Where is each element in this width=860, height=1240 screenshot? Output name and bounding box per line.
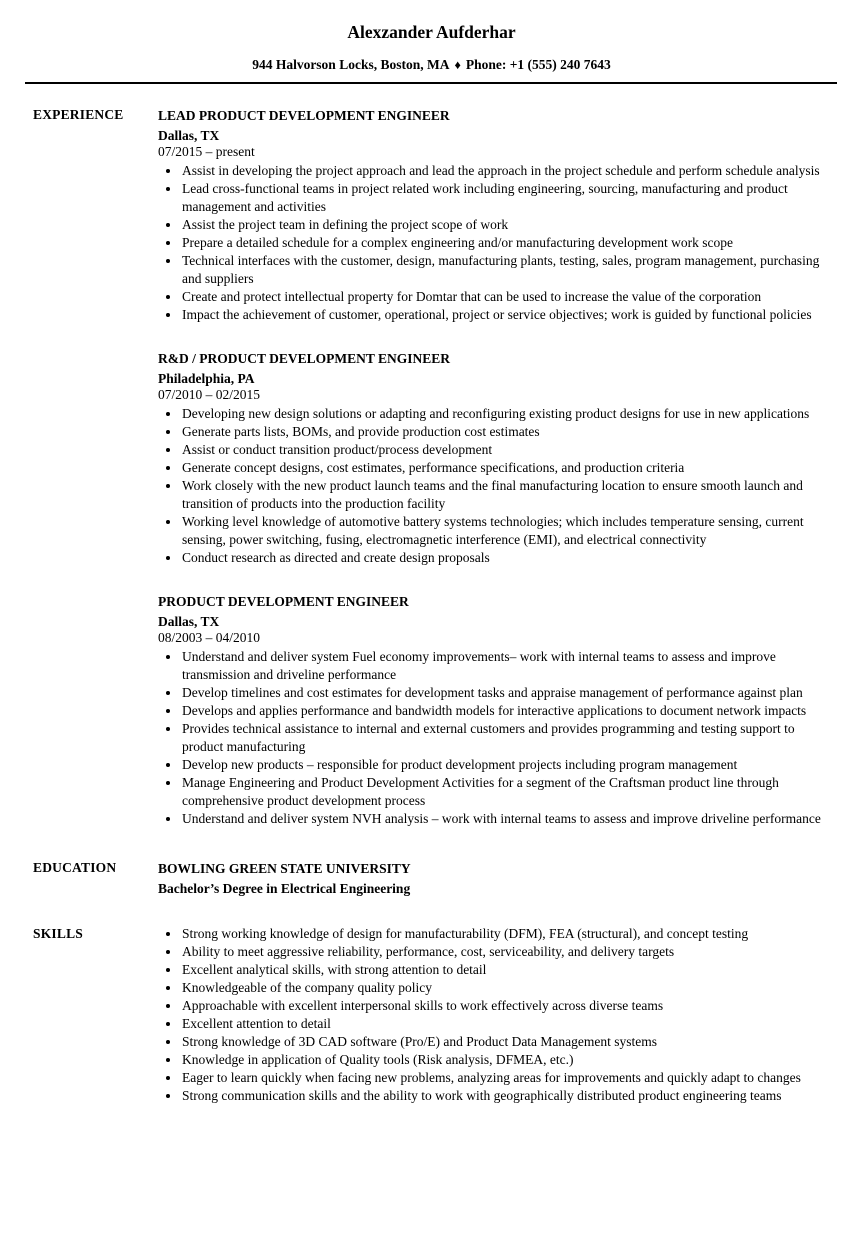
bullet-item: • Work closely with the new product launch teams and the final manufacturing location to ensure smooth launch and transition of products into the production facility xyxy=(181,477,830,513)
job-bullets xyxy=(158,405,830,567)
bullet-item: • Knowledge in application of Quality tools (Risk analysis, DFMEA, etc.) xyxy=(181,1051,830,1069)
bullet-item: • Eager to learn quickly when facing new problems, analyzing areas for improvements and quickly adapt to changes xyxy=(181,1069,830,1087)
bullet-item: • Provides technical assistance to internal and external customers and provides programming and testing support to product manufacturing xyxy=(181,720,830,756)
bullet-item: • Impact the achievement of customer, operational, project or service objectives; work is guided by functional policies xyxy=(181,306,830,324)
bullet-item: • Create and protect intellectual property for Domtar that can be used to increase the value of the corporation xyxy=(181,288,830,306)
bullet-item: • Ability to meet aggressive reliability, performance, cost, serviceability, and delivery targets xyxy=(181,943,830,961)
bullet-item: • Conduct research as directed and create design proposals xyxy=(181,549,830,567)
bullet-item: • Strong communication skills and the ability to work with geographically distributed product engineering teams xyxy=(181,1087,830,1105)
diamond-icon: ♦ xyxy=(454,58,461,72)
bullet-item: • Develop new products – responsible for product development projects including program management xyxy=(181,756,830,774)
bullet-item: • Working level knowledge of automotive battery systems technologies; which includes temperature sensing, current sensing, power switching, fusing, electromagnetic interference (EMI), and electrical connectivity xyxy=(181,513,830,549)
job-bullets xyxy=(158,648,830,828)
bullet-item: • Developing new design solutions or adapting and reconfiguring existing product designs for use in new applications xyxy=(181,405,830,423)
job-location: Philadelphia, PA xyxy=(158,371,255,386)
address-text: 944 Halvorson Locks, Boston, MA xyxy=(252,57,450,72)
section-education xyxy=(33,859,830,899)
job-location: Dallas, TX xyxy=(158,614,220,629)
bullet-item: • Understand and deliver system NVH analysis – work with internal teams to assess and improve driveline performance xyxy=(181,810,830,828)
bullet-item: • Assist the project team in defining the project scope of work xyxy=(181,216,830,234)
bullet-item: • Technical interfaces with the customer, design, manufacturing plants, testing, sales, program management, purchasing and suppliers xyxy=(181,252,830,288)
section-experience xyxy=(33,106,830,828)
candidate-name: Alexzander Aufderhar xyxy=(347,22,516,42)
job-bullets xyxy=(158,162,830,324)
header-rule xyxy=(25,82,837,84)
contact-line xyxy=(33,56,830,74)
phone-text: Phone: +1 (555) 240 7643 xyxy=(465,57,611,72)
bullet-item: • Excellent attention to detail xyxy=(181,1015,830,1033)
job-dates: 08/2003 – 04/2010 xyxy=(158,630,261,645)
bullet-item: • Knowledgeable of the company quality policy xyxy=(181,979,830,997)
skills-list xyxy=(158,925,830,1105)
section-skills xyxy=(33,925,830,1105)
bullet-item: • Strong knowledge of 3D CAD software (Pro/E) and Product Data Management systems xyxy=(181,1033,830,1051)
job-entry-3 xyxy=(158,592,830,828)
job-title: PRODUCT DEVELOPMENT ENGINEER xyxy=(158,594,409,609)
resume-header xyxy=(33,22,830,84)
bullet-item: • Understand and deliver system Fuel economy improvements– work with internal teams to assess and improve transmission and driveline performance xyxy=(181,648,830,684)
section-label-education: EDUCATION xyxy=(33,860,117,875)
bullet-item: • Assist in developing the project approach and lead the approach in the project schedule and perform schedule analysis xyxy=(181,162,830,180)
bullet-item: • Lead cross-functional teams in project related work including engineering, sourcing, manufacturing and product management and activities xyxy=(181,180,830,216)
skills-content xyxy=(158,925,830,1105)
bullet-item: • Generate concept designs, cost estimates, performance specifications, and production criteria xyxy=(181,459,830,477)
job-title: LEAD PRODUCT DEVELOPMENT ENGINEER xyxy=(158,108,450,123)
bullet-item: • Prepare a detailed schedule for a complex engineering and/or manufacturing development work scope xyxy=(181,234,830,252)
job-title: R&D / PRODUCT DEVELOPMENT ENGINEER xyxy=(158,351,451,366)
school-name: BOWLING GREEN STATE UNIVERSITY xyxy=(158,861,411,876)
job-entry-1 xyxy=(158,106,830,324)
bullet-item: • Approachable with excellent interpersonal skills to work effectively across diverse teams xyxy=(181,997,830,1015)
job-location: Dallas, TX xyxy=(158,128,220,143)
bullet-item: • Generate parts lists, BOMs, and provide production cost estimates xyxy=(181,423,830,441)
bullet-item: • Manage Engineering and Product Development Activities for a segment of the Craftsman product line through comprehensive product development process xyxy=(181,774,830,810)
bullet-item: • Excellent analytical skills, with strong attention to detail xyxy=(181,961,830,979)
degree-name: Bachelor’s Degree in Electrical Engineering xyxy=(158,881,411,896)
bullet-item: • Develop timelines and cost estimates for development tasks and appraise management of performance against plan xyxy=(181,684,830,702)
section-label-skills: SKILLS xyxy=(33,926,83,941)
bullet-item: • Develops and applies performance and bandwidth models for interactive applications to document network impacts xyxy=(181,702,830,720)
education-content xyxy=(158,859,830,899)
section-label-experience: EXPERIENCE xyxy=(33,107,124,122)
bullet-item: • Strong working knowledge of design for manufacturability (DFM), FEA (structural), and concept testing xyxy=(181,925,830,943)
job-entry-2 xyxy=(158,349,830,567)
experience-content xyxy=(158,106,830,828)
job-dates: 07/2015 – present xyxy=(158,144,255,159)
job-dates: 07/2010 – 02/2015 xyxy=(158,387,261,402)
bullet-item: • Assist or conduct transition product/process development xyxy=(181,441,830,459)
